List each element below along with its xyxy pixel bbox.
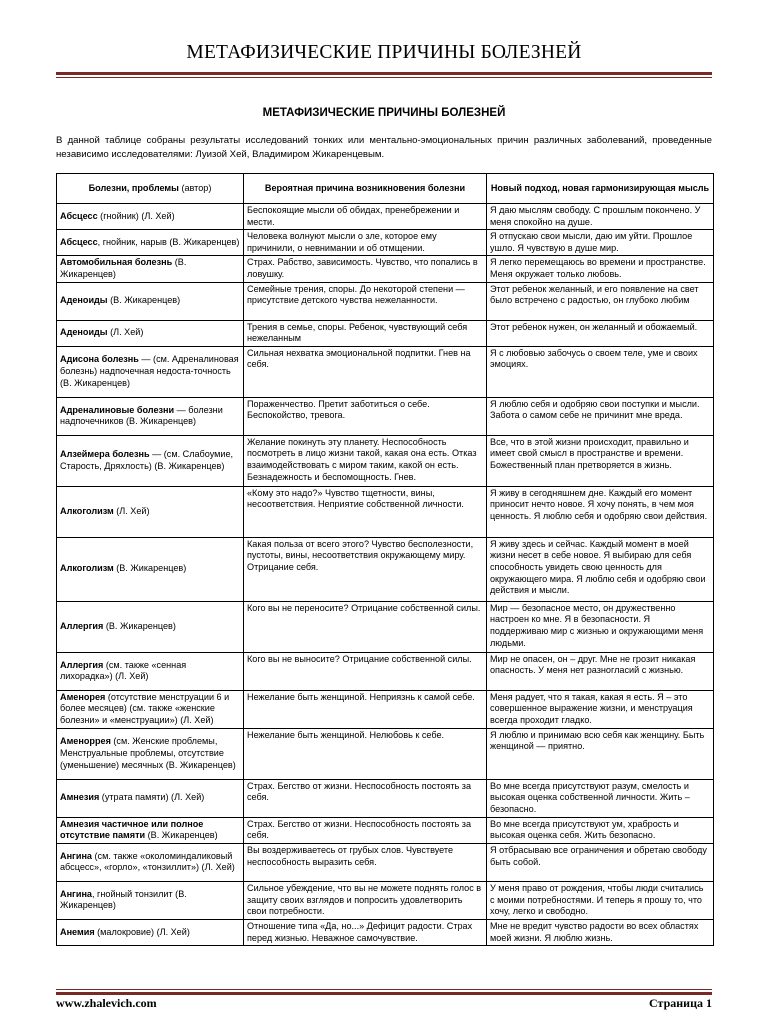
disease-note: (см. также «сенная лихорадка») (Л. Хей) [60,659,187,682]
footer-website: www.zhalevich.com [56,996,157,1010]
disease-name: Адисона болезнь [60,354,139,365]
table-row [57,282,714,320]
table-row [57,204,714,230]
disease-name: Аденоиды [60,327,108,338]
disease-cell [57,486,244,537]
cause-cell: Отношение типа «Да, но...» Дефицит радости. Страх перед жизнью. Неважное самочувствие. [244,919,487,945]
cause-cell: Пораженчество. Претит заботиться о себе. Беспокойство, тревога. [244,397,487,435]
thought-cell: Я люблю и принимаю всю себя как женщину. Быть женщиной — приятно. [487,728,714,779]
disease-cell [57,204,244,230]
thought-cell: Во мне всегда присутствуют ум, храбрость и высокая оценка себя. Жить безопасно. [487,817,714,843]
disease-cell [57,843,244,881]
disease-name: Алкоголизм [60,505,114,516]
thought-cell: Я легко перемещаюсь во времени и пространстве. Меня окружает только любовь. [487,256,714,282]
disease-note: — (см. Слабоумие, Старость, Дряхлость) (В. Жикаренцев) [60,449,234,471]
disease-note: — (см. Адреналиновая болезнь) надпочечная недоста-точность (В. Жикаренцев) [60,354,239,388]
disease-cell [57,282,244,320]
disease-note: (Л. Хей) [107,327,144,338]
disease-name: Аденоиды [60,295,108,306]
disease-note: (В. Жикаренцев) [145,830,218,841]
disease-name: Абсцесс [60,236,98,247]
thought-cell: Я отбрасываю все ограничения и обретаю свободу быть собой. [487,843,714,881]
table-row [57,779,714,817]
disease-name: Алкоголизм [60,563,114,574]
cause-cell: Вы воздерживаетесь от грубых слов. Чувствуете неспособность выразить себя. [244,843,487,881]
table-row [57,652,714,690]
column-header-cause: Вероятная причина возникновения болезни [244,174,487,204]
table-row [57,230,714,256]
thought-cell: Я живу здесь и сейчас. Каждый момент в моей жизни несет в себе новое. Я выбираю для себя способность увидеть свою ценность для окружающего мира. Я люблю себя и одобряю свои действия и мысли. [487,537,714,601]
disease-name: Амнезия частичное или полное отсутствие памяти [60,818,204,841]
disease-note: (В. Жикаренцев) [103,620,176,631]
cause-cell: «Кому это надо?» Чувство тщетности, вины, несоответствия. Неприятие собственной личности. [244,486,487,537]
cause-cell: Трения в семье, споры. Ребенок, чувствующий себя нежеланным [244,320,487,346]
table-row [57,256,714,282]
table-row [57,346,714,397]
thought-cell: Меня радует, что я такая, какая я есть. Я – это совершенное выражение жизни, и менструация всегда проходит гладко. [487,690,714,728]
disease-note: (В. Жикаренцев) [60,257,187,279]
disease-cell [57,728,244,779]
disease-name: Анемия [60,926,95,937]
cause-cell: Семейные трения, споры. До некоторой степени — присутствие детского чувства нежеланности. [244,282,487,320]
column-header-diseases: Болезни, проблемы (автор) [57,174,244,204]
disease-name: Ангина [60,850,92,861]
cause-cell: Страх. Бегство от жизни. Неспособность постоять за себя. [244,817,487,843]
cause-cell: Нежелание быть женщиной. Нелюбовь к себе. [244,728,487,779]
table-row [57,919,714,945]
page-header-title: МЕТАФИЗИЧЕСКИЕ ПРИЧИНЫ БОЛЕЗНЕЙ [186,42,582,63]
thought-cell: Во мне всегда присутствуют разум, смелость и высокая оценка собственной личности. Жить – безопасно. [487,779,714,817]
table-row [57,435,714,486]
thought-cell: Мне не вредит чувство радости во всех областях моей жизни. Я люблю жизнь. [487,919,714,945]
table-row [57,320,714,346]
disease-name: Адреналиновые болезни [60,404,175,415]
thought-cell: Все, что в этой жизни происходит, правильно и имеет свой смысл в пространстве и времени. Божественный план претворяется в жизнь. [487,435,714,486]
disease-cell [57,881,244,919]
table-row [57,601,714,652]
disease-cell [57,256,244,282]
table-row [57,843,714,881]
cause-cell: Сильное убеждение, что вы не можете поднять голос в защиту своих взглядов и попросить удовлетворить свои потребности. [244,881,487,919]
disease-note: (В. Жикаренцев) [113,563,187,574]
document-title: МЕТАФИЗИЧЕСКИЕ ПРИЧИНЫ БОЛЕЗНЕЙ [262,107,506,119]
cause-cell: Сильная нехватка эмоциональной подпитки. Гнев на себя. [244,346,487,397]
disease-name: Абсцесс [60,210,98,221]
table-row [57,728,714,779]
disease-name: Аллергия [60,620,104,631]
thought-cell: Этот ребенок желанный, и его появление на свет было встречено с радостью, он глубоко любим [487,282,714,320]
disease-note: — болезни надпочечников (В. Жикаренцев) [60,404,223,427]
disease-cell [57,346,244,397]
disease-cell [57,397,244,435]
disease-note: (утрата памяти) (Л. Хей) [99,792,205,803]
thought-cell: Мир не опасен, он – друг. Мне не грозит никакая опасность. У меня нет разногласий с жизнью. [487,652,714,690]
cause-cell: Кого вы не переносите? Отрицание собственной силы. [244,601,487,652]
disease-note: (отсутствие менструации 6 и более месяцев) (см. также «женские болезни» и «менструации») (Л. Хей) [60,691,230,726]
thought-cell: Этот ребенок нужен, он желанный и обожаемый. [487,320,714,346]
disease-name: Автомобильная болезнь [60,257,173,268]
cause-cell: Человека волнуют мысли о зле, которое ему причинили, о невнимании и об отмщении. [244,230,487,256]
thought-cell: Я даю мыслям свободу. С прошлым покончено. У меня спокойно на душе. [487,204,714,230]
disease-cell [57,537,244,601]
cause-cell: Беспокоящие мысли об обидах, пренебрежении и мести. [244,204,487,230]
disease-cell [57,601,244,652]
footer-rule [56,989,712,995]
disease-note: (гнойник) (Л. Хей) [97,210,175,221]
disease-cell [57,919,244,945]
cause-cell: Кого вы не выносите? Отрицание собственной силы. [244,652,487,690]
table-body [57,204,714,946]
footer-page-number: Страница 1 [649,996,712,1010]
disease-cell [57,652,244,690]
thought-cell: У меня право от рождения, чтобы люди считались с моими потребностями. И теперь я прошу то, что хочу, легко и свободно. [487,881,714,919]
disease-note: , гнойный тонзилит (В. Жикаренцев) [60,888,187,911]
cause-cell: Желание покинуть эту планету. Неспособность посмотреть в лицо жизни такой, какая она есть. Отказ взаимодействовать с миром таким, какой он есть. Безнадежность и беспомощность. Гнев. [244,435,487,486]
thought-cell: Я отпускаю свои мысли, даю им уйти. Прошлое ушло. Я чувствую в душе мир. [487,230,714,256]
disease-cell [57,230,244,256]
disease-name: Аменорея [60,691,106,702]
disease-name: Аменоррея [60,736,111,747]
table-row [57,690,714,728]
disease-name: Алзеймера болезнь [60,449,150,460]
disease-note: (см. Женские проблемы, Менструальные проблемы, отсутствие (уменьшение) месячных (В. Жикаренцев) [60,736,236,770]
column-header-thought: Новый подход, новая гармонизирующая мысль [487,174,714,204]
table-row [57,817,714,843]
intro-paragraph: В данной таблице собраны результаты исследований тонких или ментально-эмоциональных причин различных заболеваний, проведенные независимо исследователями: Луизой Хей, Владимиром Жикаренцевым. [56,135,712,160]
table-row [57,397,714,435]
cause-cell: Страх. Бегство от жизни. Неспособность постоять за себя. [244,779,487,817]
cause-cell: Нежелание быть женщиной. Неприязнь к самой себе. [244,690,487,728]
disease-cell [57,690,244,728]
thought-cell: Я люблю себя и одобряю свои поступки и мысли. Забота о самом себе не причинит мне вреда. [487,397,714,435]
disease-name: Аллергия [60,659,104,670]
disease-cell [57,779,244,817]
disease-note: (малокровие) (Л. Хей) [94,926,190,937]
disease-note: (В. Жикаренцев) [107,295,181,306]
thought-cell: Я живу в сегодняшнем дне. Каждый его момент приносит нечто новое. Я хочу понять, в чем моя ценность. Я люблю себя и одобряю свои действия. [487,486,714,537]
disease-cell [57,435,244,486]
thought-cell: Я с любовью забочусь о своем теле, уме и своих эмоциях. [487,346,714,397]
disease-note: (Л. Хей) [113,505,150,516]
table-row [57,881,714,919]
thought-cell: Мир — безопасное место, он дружественно настроен ко мне. Я в безопасности. Я поддерживаю мир с жизнью и окружающими меня людьми. [487,601,714,652]
disease-note: (см. также «околоминдаликовый абсцесс», «горло», «тонзиллит») (Л. Хей) [60,850,235,873]
disease-cell [57,320,244,346]
table-header-row [57,174,714,204]
disease-name: Амнезия [60,792,100,803]
header-rule [56,72,712,78]
cause-cell: Страх. Рабство, зависимость. Чувство, что попались в ловушку. [244,256,487,282]
cause-cell: Какая польза от всего этого? Чувство бесполезности, пустоты, вины, несоответствия окружающему миру. Отрицание себя. [244,537,487,601]
diseases-table [56,173,714,946]
disease-note: , гнойник, нарыв (В. Жикаренцев) [97,236,240,247]
table-row [57,486,714,537]
disease-cell [57,817,244,843]
table-row [57,537,714,601]
disease-name: Ангина [60,888,92,899]
